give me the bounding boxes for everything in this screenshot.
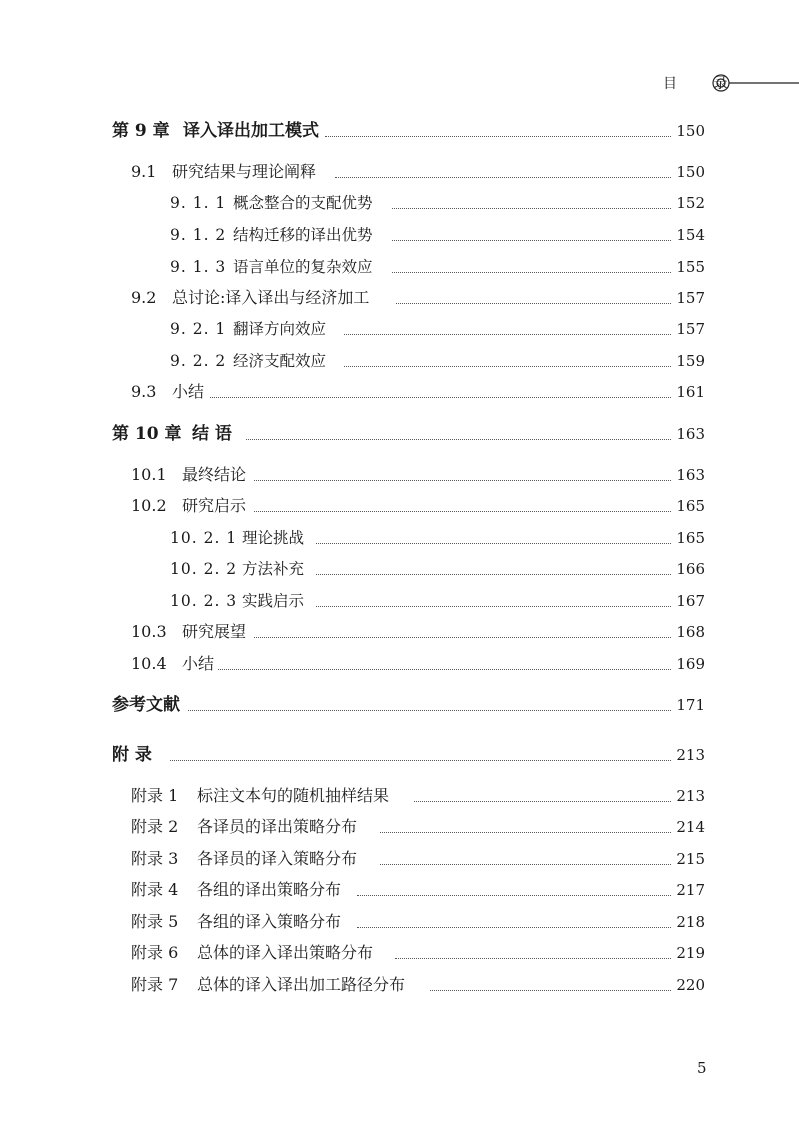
- entry-number: 9. 2. 1: [170, 316, 230, 342]
- entry-title: 结构迁移的译出优势: [233, 222, 377, 248]
- entry-title: 语言单位的复杂效应: [233, 254, 377, 280]
- entry-page: 157: [672, 316, 705, 342]
- entry-page: 152: [672, 190, 705, 216]
- entry-title: 小结: [182, 651, 218, 677]
- dot-leader: [344, 308, 679, 335]
- entry-page: 154: [672, 222, 705, 248]
- entry-title: 研究启示: [182, 493, 250, 519]
- entry-title: 结 语: [192, 421, 236, 447]
- entry-page: 157: [672, 285, 705, 311]
- entry-title: 研究展望: [182, 619, 250, 645]
- toc-entry-9-1-1[interactable]: [0, 190, 799, 216]
- entry-title: 实践启示: [242, 588, 308, 614]
- entry-number: 9.1: [131, 159, 160, 185]
- entry-number: 9. 1. 2: [170, 222, 230, 248]
- toc-entry-appendix-7[interactable]: [0, 972, 799, 998]
- toc-entry-10-2-2[interactable]: [0, 556, 799, 582]
- dot-leader: [380, 806, 679, 833]
- entry-page: 167: [672, 588, 705, 614]
- toc-entry-references[interactable]: [0, 692, 799, 718]
- entry-page: 214: [672, 814, 705, 840]
- entry-number: 第 10 章: [112, 421, 186, 447]
- entry-number: 9.2: [131, 285, 160, 311]
- entry-number: 10. 2. 3: [170, 588, 241, 614]
- entry-page: 169: [672, 651, 705, 677]
- dot-leader: [170, 734, 679, 761]
- entry-page: 171: [672, 692, 705, 718]
- entry-page: 150: [672, 159, 705, 185]
- dot-leader: [254, 485, 679, 512]
- entry-page: 155: [672, 254, 705, 280]
- toc-entry-10-3[interactable]: [0, 619, 799, 645]
- entry-number: 第 9 章: [112, 118, 174, 144]
- toc-entry-ch10[interactable]: [0, 421, 799, 447]
- dot-leader: [357, 869, 679, 896]
- dot-leader: [316, 517, 679, 544]
- entry-page: 215: [672, 846, 705, 872]
- entry-title: 各组的译入策略分布: [197, 909, 345, 935]
- dot-leader: [395, 932, 679, 959]
- entry-title: 附 录: [112, 742, 156, 768]
- toc-entry-ch9[interactable]: [0, 118, 799, 144]
- entry-number: 附录 1: [131, 783, 182, 809]
- entry-number: 10. 2. 1: [170, 525, 241, 551]
- entry-title: 标注文本句的随机抽样结果: [197, 783, 393, 809]
- entry-page: 217: [672, 877, 705, 903]
- dot-leader: [316, 548, 679, 575]
- entry-title: 方法补充: [242, 556, 308, 582]
- entry-page: 161: [672, 379, 705, 405]
- entry-page: 213: [672, 783, 705, 809]
- entry-title: 各组的译出策略分布: [197, 877, 345, 903]
- entry-title: 总体的译入译出加工路径分布: [197, 972, 409, 998]
- toc-entry-appendix-6[interactable]: [0, 940, 799, 966]
- entry-number: 9. 1. 1: [170, 190, 230, 216]
- dot-leader: [357, 901, 679, 928]
- entry-number: 10.3: [131, 619, 171, 645]
- entry-title: 小结: [172, 379, 208, 405]
- dot-leader: [392, 246, 679, 273]
- toc-entry-9-3[interactable]: [0, 379, 799, 405]
- entry-page: 219: [672, 940, 705, 966]
- entry-number: 9. 1. 3: [170, 254, 230, 280]
- entry-number: 附录 5: [131, 909, 182, 935]
- toc-entry-10-2[interactable]: [0, 493, 799, 519]
- entry-page: 165: [672, 525, 705, 551]
- entry-number: 10. 2. 2: [170, 556, 241, 582]
- dot-leader: [392, 214, 679, 241]
- entry-title: 参考文献: [112, 692, 184, 718]
- toc-entry-appendix-2[interactable]: [0, 814, 799, 840]
- entry-title: 总讨论:译入译出与经济加工: [172, 285, 373, 311]
- entry-number: 附录 6: [131, 940, 182, 966]
- entry-page: 220: [672, 972, 705, 998]
- entry-title: 译入译出加工模式: [183, 118, 323, 144]
- entry-title: 各译员的译入策略分布: [197, 846, 361, 872]
- dot-leader: [246, 413, 679, 440]
- dot-leader: [188, 684, 679, 711]
- entry-number: 附录 3: [131, 846, 182, 872]
- entry-page: 159: [672, 348, 705, 374]
- entry-number: 10.4: [131, 651, 171, 677]
- dot-leader: [335, 151, 679, 178]
- entry-title: 翻译方向效应: [233, 316, 330, 342]
- entry-title: 最终结论: [182, 462, 250, 488]
- dot-leader: [254, 454, 679, 481]
- running-header: [0, 70, 799, 100]
- entry-page: 163: [672, 421, 705, 447]
- toc-entry-appendix-4[interactable]: [0, 877, 799, 903]
- dot-leader: [325, 110, 679, 137]
- entry-page: 213: [672, 742, 705, 768]
- dot-leader: [254, 611, 679, 638]
- toc-entry-9-2-1[interactable]: [0, 316, 799, 342]
- entry-page: 163: [672, 462, 705, 488]
- page-number: 5: [697, 1059, 707, 1077]
- dot-leader: [392, 182, 679, 209]
- toc-entry-appendix[interactable]: [0, 742, 799, 768]
- dot-leader: [396, 277, 679, 304]
- dot-leader: [316, 580, 679, 607]
- entry-title: 经济支配效应: [233, 348, 330, 374]
- dot-leader: [380, 838, 679, 865]
- entry-title: 概念整合的支配优势: [233, 190, 377, 216]
- entry-page: 165: [672, 493, 705, 519]
- toc-entry-9-1-2[interactable]: [0, 222, 799, 248]
- header-title: 目 录: [663, 76, 744, 92]
- entry-title: 理论挑战: [242, 525, 308, 551]
- dot-leader: [210, 371, 679, 398]
- entry-page: 150: [672, 118, 705, 144]
- entry-title: 各译员的译出策略分布: [197, 814, 361, 840]
- dot-leader: [344, 340, 679, 367]
- entry-number: 9. 2. 2: [170, 348, 230, 374]
- dot-leader: [430, 964, 679, 991]
- entry-page: 168: [672, 619, 705, 645]
- toc-entry-10-4[interactable]: [0, 651, 799, 677]
- entry-number: 附录 7: [131, 972, 182, 998]
- entry-number: 10.1: [131, 462, 171, 488]
- entry-page: 218: [672, 909, 705, 935]
- entry-page: 166: [672, 556, 705, 582]
- entry-number: 10.2: [131, 493, 171, 519]
- dot-leader: [218, 643, 679, 670]
- header-ornament-icon: [709, 70, 799, 100]
- entry-title: 总体的译入译出策略分布: [197, 940, 377, 966]
- entry-number: 9.3: [131, 379, 160, 405]
- entry-number: 附录 2: [131, 814, 182, 840]
- dot-leader: [414, 775, 679, 802]
- entry-number: 附录 4: [131, 877, 182, 903]
- entry-title: 研究结果与理论阐释: [172, 159, 320, 185]
